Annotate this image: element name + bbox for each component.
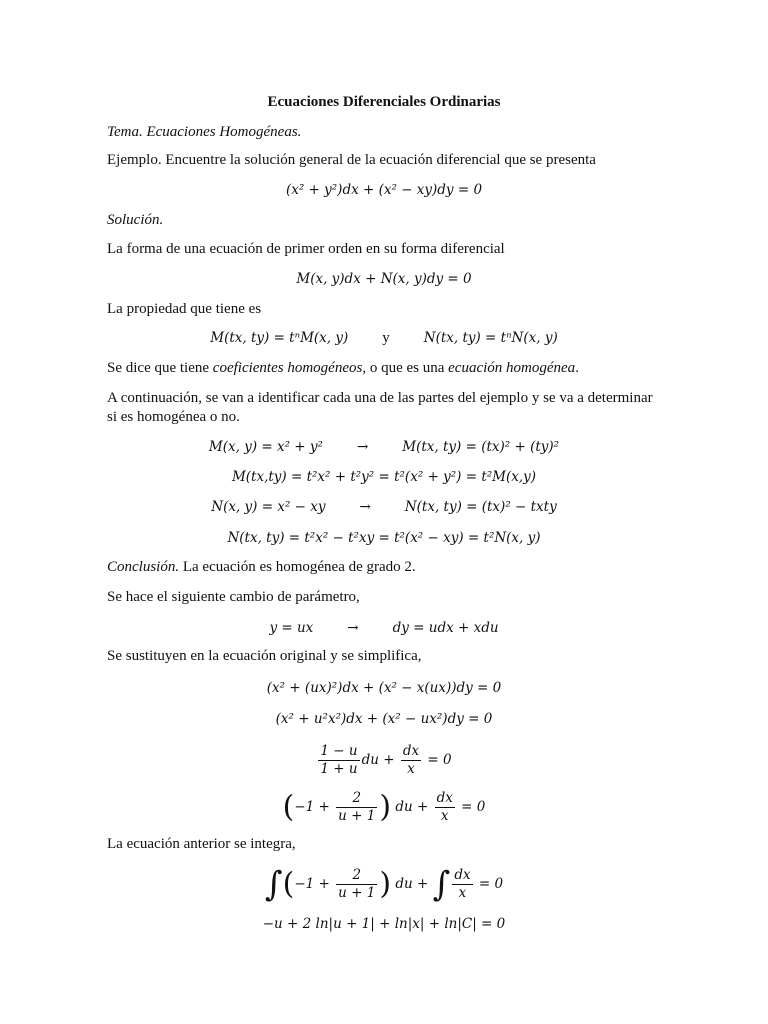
topic-line: Tema. Ecuaciones Homogéneas. [107,124,302,140]
fraction: $\frac{2}{u + 1}$ [338,867,376,901]
integral-sign: ∫ [264,864,283,905]
equation-step2: (x² + u²x²)dx + (x² − ux²)dy = 0 [275,711,493,727]
form-paragraph: La forma de una ecuación de primer orden en su forma diferencial [107,241,505,257]
property-paragraph: La propiedad que tiene es [107,301,262,317]
equation-integral: ∫(−1 + $\frac{2}{u + 1}$ ) du + ∫ $\frac{dx}{x}$ = 0 [264,864,504,905]
fraction: $\frac{1 - u}{1 + u}$ [320,743,358,777]
equation-n-def [0,498,768,516]
integrate-paragraph: La ecuación anterior se integra, [107,836,296,852]
sub-left: y = ux [269,620,314,636]
equation-step3: $\frac{1 - u}{1 + u}$ du + $\frac{dx}{x}$ = 0 [320,743,452,777]
equation-step4: (−1 + $\frac{2}{u + 1}$ ) du + $\frac{dx}{x}$ = 0 [282,789,486,825]
solution-label: Solución. [107,212,164,228]
equation-m-def [0,438,768,456]
m-def-left: M(x, y) = x² + y² [208,439,323,455]
m-def-right: M(tx, ty) = (tx)² + (ty)² [402,439,560,455]
fraction: $\frac{2}{u + 1}$ [338,790,376,824]
property-m: M(tx, ty) = tⁿM(x, y) [210,330,349,346]
sub-right: dy = udx + xdu [392,620,499,636]
equation-property [0,329,768,347]
homog-post: . [575,360,579,376]
fraction: $\frac{dx}{x}$ [436,790,453,824]
property-n: N(tx, ty) = tⁿN(x, y) [423,330,558,346]
conclusion-label: Conclusión. [107,559,180,575]
homogeneous-paragraph [107,359,579,377]
equation-substitution [0,619,768,637]
change-paragraph: Se hace el siguiente cambio de parámetro, [107,589,360,605]
equation-differential-form: M(x, y)dx + N(x, y)dy = 0 [296,271,472,287]
equation-n-scaled: N(tx, ty) = t²x² − t²xy = t²(x² − xy) = t²N(x, y) [227,530,541,546]
continue-paragraph-line1: A continuación, se van a identificar cada una de las partes del ejemplo y se va a determinar [107,390,653,406]
substitute-paragraph: Se sustituyen en la ecuación original y se simplifica, [107,648,422,664]
conclusion-text: La ecuación es homogénea de grado 2. [179,559,416,575]
fraction: $\frac{dx}{x}$ [402,743,420,777]
continue-paragraph-line2: si es homogénea o no. [107,409,240,425]
n-def-left: N(x, y) = x² − xy [211,499,326,515]
equation-m-scaled: M(tx,ty) = t²x² + t²y² = t²(x² + y²) = t²M(x,y) [231,469,537,485]
fraction: $\frac{dx}{x}$ [454,867,471,901]
homog-equation: ecuación homogénea [448,360,576,376]
document-title: Ecuaciones Diferenciales Ordinarias [267,94,501,110]
arrow-icon: → [347,620,359,636]
arrow-icon: → [359,499,371,515]
homog-pre: Se dice que tiene [107,360,213,376]
integral-sign: ∫ [432,864,451,905]
homog-mid: , o que es una [362,360,449,376]
equation-main: (x² + y²)dx + (x² − xy)dy = 0 [285,182,483,198]
equation-step1: (x² + (ux)²)dx + (x² − x(ux))dy = 0 [266,680,502,696]
arrow-icon: → [356,439,369,455]
equation-integrated: −u + 2 ln|u + 1| + ln|x| + ln|C| = 0 [262,916,506,932]
property-and: y [382,330,390,346]
n-def-right: N(tx, ty) = (tx)² − txty [404,499,557,515]
conclusion-paragraph [107,558,416,576]
homog-coefficients: coeficientes homogéneos [212,360,363,376]
example-statement: Ejemplo. Encuentre la solución general de la ecuación diferencial que se presenta [107,152,596,168]
